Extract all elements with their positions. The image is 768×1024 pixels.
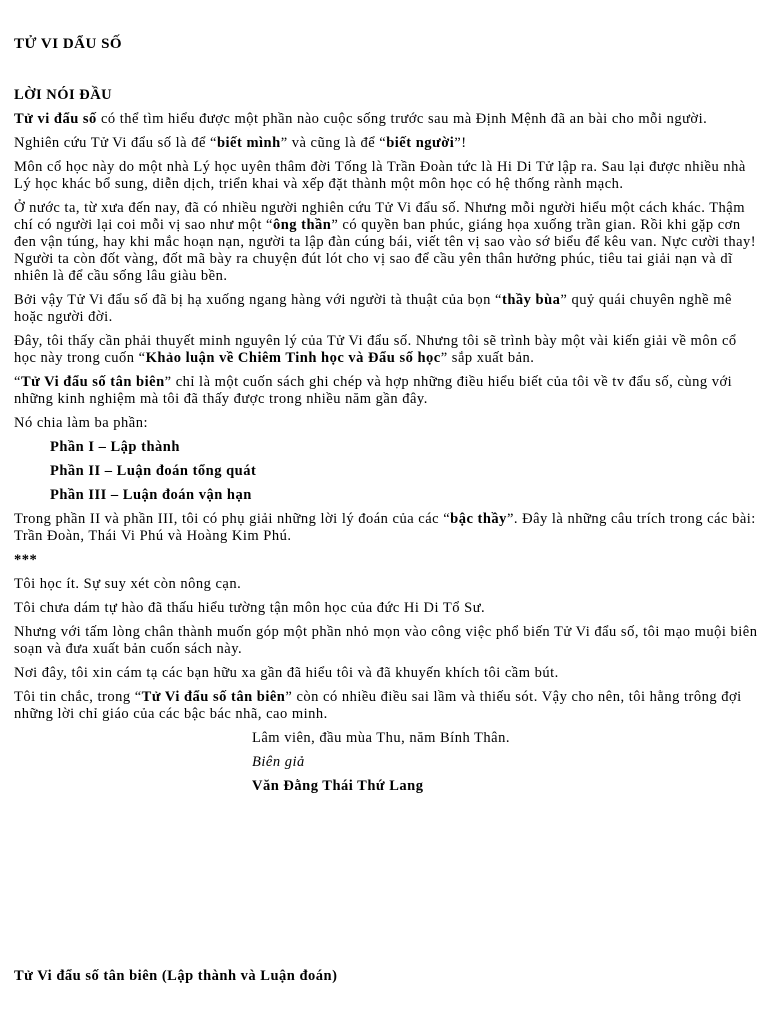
closing-paragraph bbox=[14, 576, 758, 593]
closing-paragraph bbox=[14, 689, 758, 723]
bold-term: thầy bùa bbox=[502, 291, 561, 308]
paragraph-text: Đây, tôi thấy cần phải thuyết minh nguyên lý của Tử Vi đẩu số. Nhưng tôi sẽ trình bày một vài kiến giải về môn cổ học này trong cuốn “ bbox=[14, 332, 737, 366]
preface-paragraph bbox=[14, 200, 758, 285]
paragraph-text: ” sắp xuất bản. bbox=[440, 349, 535, 366]
bold-term: Tử Vi đẩu số tân biên bbox=[141, 688, 286, 705]
paragraph-text: ” và cũng là để “ bbox=[280, 134, 387, 151]
closing-paragraph bbox=[14, 600, 758, 617]
paragraph-text: Trong phần II và phần III, tôi có phụ giải những lời lý đoán của các “ bbox=[14, 510, 451, 527]
paragraph-text: ”. Đây là những câu trích trong các bài: Trần Đoàn, Thái Vi Phú và Hoàng Kim Phú. bbox=[14, 510, 756, 544]
paragraph-text: Tôi tin chắc, trong “ bbox=[14, 688, 142, 705]
preface-paragraph bbox=[14, 159, 758, 193]
preface-paragraph bbox=[14, 333, 758, 367]
preface-paragraph bbox=[14, 111, 758, 128]
bold-term: biết mình bbox=[216, 134, 281, 151]
section-separator: *** bbox=[14, 551, 38, 568]
document-page bbox=[14, 36, 758, 802]
bold-term: biết người bbox=[386, 134, 455, 151]
page-footer: Tử Vi đẩu số tân biên (Lập thành và Luận đoán) bbox=[14, 968, 338, 984]
paragraph-text: Ở nước ta, từ xưa đến nay, đã có nhiều người nghiên cứu Tử Vi đẩu số. Nhưng mỗi người hiểu một cách khác. Thậm chí có người lại coi mỗi vị sao như một “ bbox=[14, 199, 746, 233]
bold-term: ông thần bbox=[272, 216, 332, 233]
part-item: Phần III – Luận đoán vận hạn bbox=[50, 486, 252, 503]
signature-place-date: Lâm viên, đầu mùa Thu, năm Bính Thân. bbox=[252, 729, 510, 746]
paragraph-text: Môn cổ học này do một nhà Lý học uyên thâm đời Tống là Trần Đoàn tức là Hi Di Tử lập ra. Sau lại được nhiều nhà Lý học khác bổ sung, diễn dịch, triển khai và xếp đặt thành một môn học có hệ thống rành mạch. bbox=[14, 158, 746, 192]
part-item: Phần I – Lập thành bbox=[50, 438, 180, 455]
commentary-paragraph bbox=[14, 511, 758, 545]
paragraph-text: Nhưng với tấm lòng chân thành muốn góp một phần nhỏ mọn vào công việc phổ biến Tử Vi đẩu số, tôi mạo muội biên soạn và đưa xuất bản cuốn sách này. bbox=[14, 623, 758, 657]
preface-paragraph bbox=[14, 292, 758, 326]
paragraph-text: ” còn có nhiều điều sai lầm và thiếu sót. Vậy cho nên, tôi hằng trông đợi những lời chỉ giáo của các bậc bác nhã, cao minh. bbox=[14, 688, 742, 722]
document-title: TỬ VI DẨU SỐ bbox=[14, 36, 123, 52]
paragraph-text: Nó chia làm ba phần: bbox=[14, 414, 149, 431]
bold-term: Tử vi đẩu số bbox=[14, 110, 97, 127]
preface-heading: LỜI NÓI ĐẦU bbox=[14, 86, 113, 103]
closing-paragraph bbox=[14, 624, 758, 658]
signature-role: Biên giả bbox=[252, 753, 305, 770]
closing-paragraph bbox=[14, 665, 758, 682]
paragraph-text: Nơi đây, tôi xin cám tạ các bạn hữu xa gần đã hiểu tôi và đã khuyến khích tôi cầm bút. bbox=[14, 664, 559, 681]
paragraph-text: Nghiên cứu Tử Vi đẩu số là để “ bbox=[14, 134, 217, 151]
paragraph-text: Bởi vậy Tử Vi đẩu số đã bị hạ xuống ngang hàng với người tà thuật của bọn “ bbox=[14, 291, 502, 308]
preface-paragraph bbox=[14, 415, 758, 432]
paragraph-text: Tôi chưa dám tự hào đã thấu hiểu tường tận môn học của đức Hi Di Tổ Sư. bbox=[14, 599, 486, 616]
preface-paragraph bbox=[14, 374, 758, 408]
paragraph-text: ” quỷ quái chuyên nghề mê hoặc người đời. bbox=[14, 291, 732, 325]
paragraph-text: “ bbox=[14, 373, 21, 390]
signature-author: Văn Đằng Thái Thứ Lang bbox=[252, 777, 424, 794]
paragraph-text: ” có quyền ban phúc, giáng họa xuống trần gian. Rồi khi gặp cơn đen vận túng, hay khi mắc hoạn nạn, người ta lập đàn cúng bái, viết tên vị sao vào sớ biểu để kêu van. Nực cười thay! Người ta còn đốt vàng, đốt mã bày ra chuyện đút lót cho vị sao để cầu yên thân hưởng phúc, tiêu tai giải nạn và dĩ nhiên là để cầu sống lâu giàu bền. bbox=[14, 216, 757, 284]
preface-paragraph bbox=[14, 135, 758, 152]
bold-term: Tử Vi đẩu số tân biên bbox=[20, 373, 165, 390]
bold-term: Khảo luận về Chiêm Tinh học và Đẩu số học bbox=[145, 349, 441, 366]
bold-term: bậc thầy bbox=[450, 510, 507, 527]
part-item: Phần II – Luận đoán tổng quát bbox=[50, 462, 257, 479]
paragraph-text: ” chỉ là một cuốn sách ghi chép và hợp những điều hiểu biết của tôi về tv đẩu số, cùng với những kinh nghiệm mà tôi đã thấy được trong nhiều năm gần đây. bbox=[14, 373, 733, 407]
paragraph-text: Tôi học ít. Sự suy xét còn nông cạn. bbox=[14, 575, 242, 592]
paragraph-text: ”! bbox=[454, 134, 467, 151]
paragraph-text: có thể tìm hiểu được một phần nào cuộc sống trước sau mà Định Mệnh đã an bài cho mỗi người. bbox=[96, 110, 708, 127]
